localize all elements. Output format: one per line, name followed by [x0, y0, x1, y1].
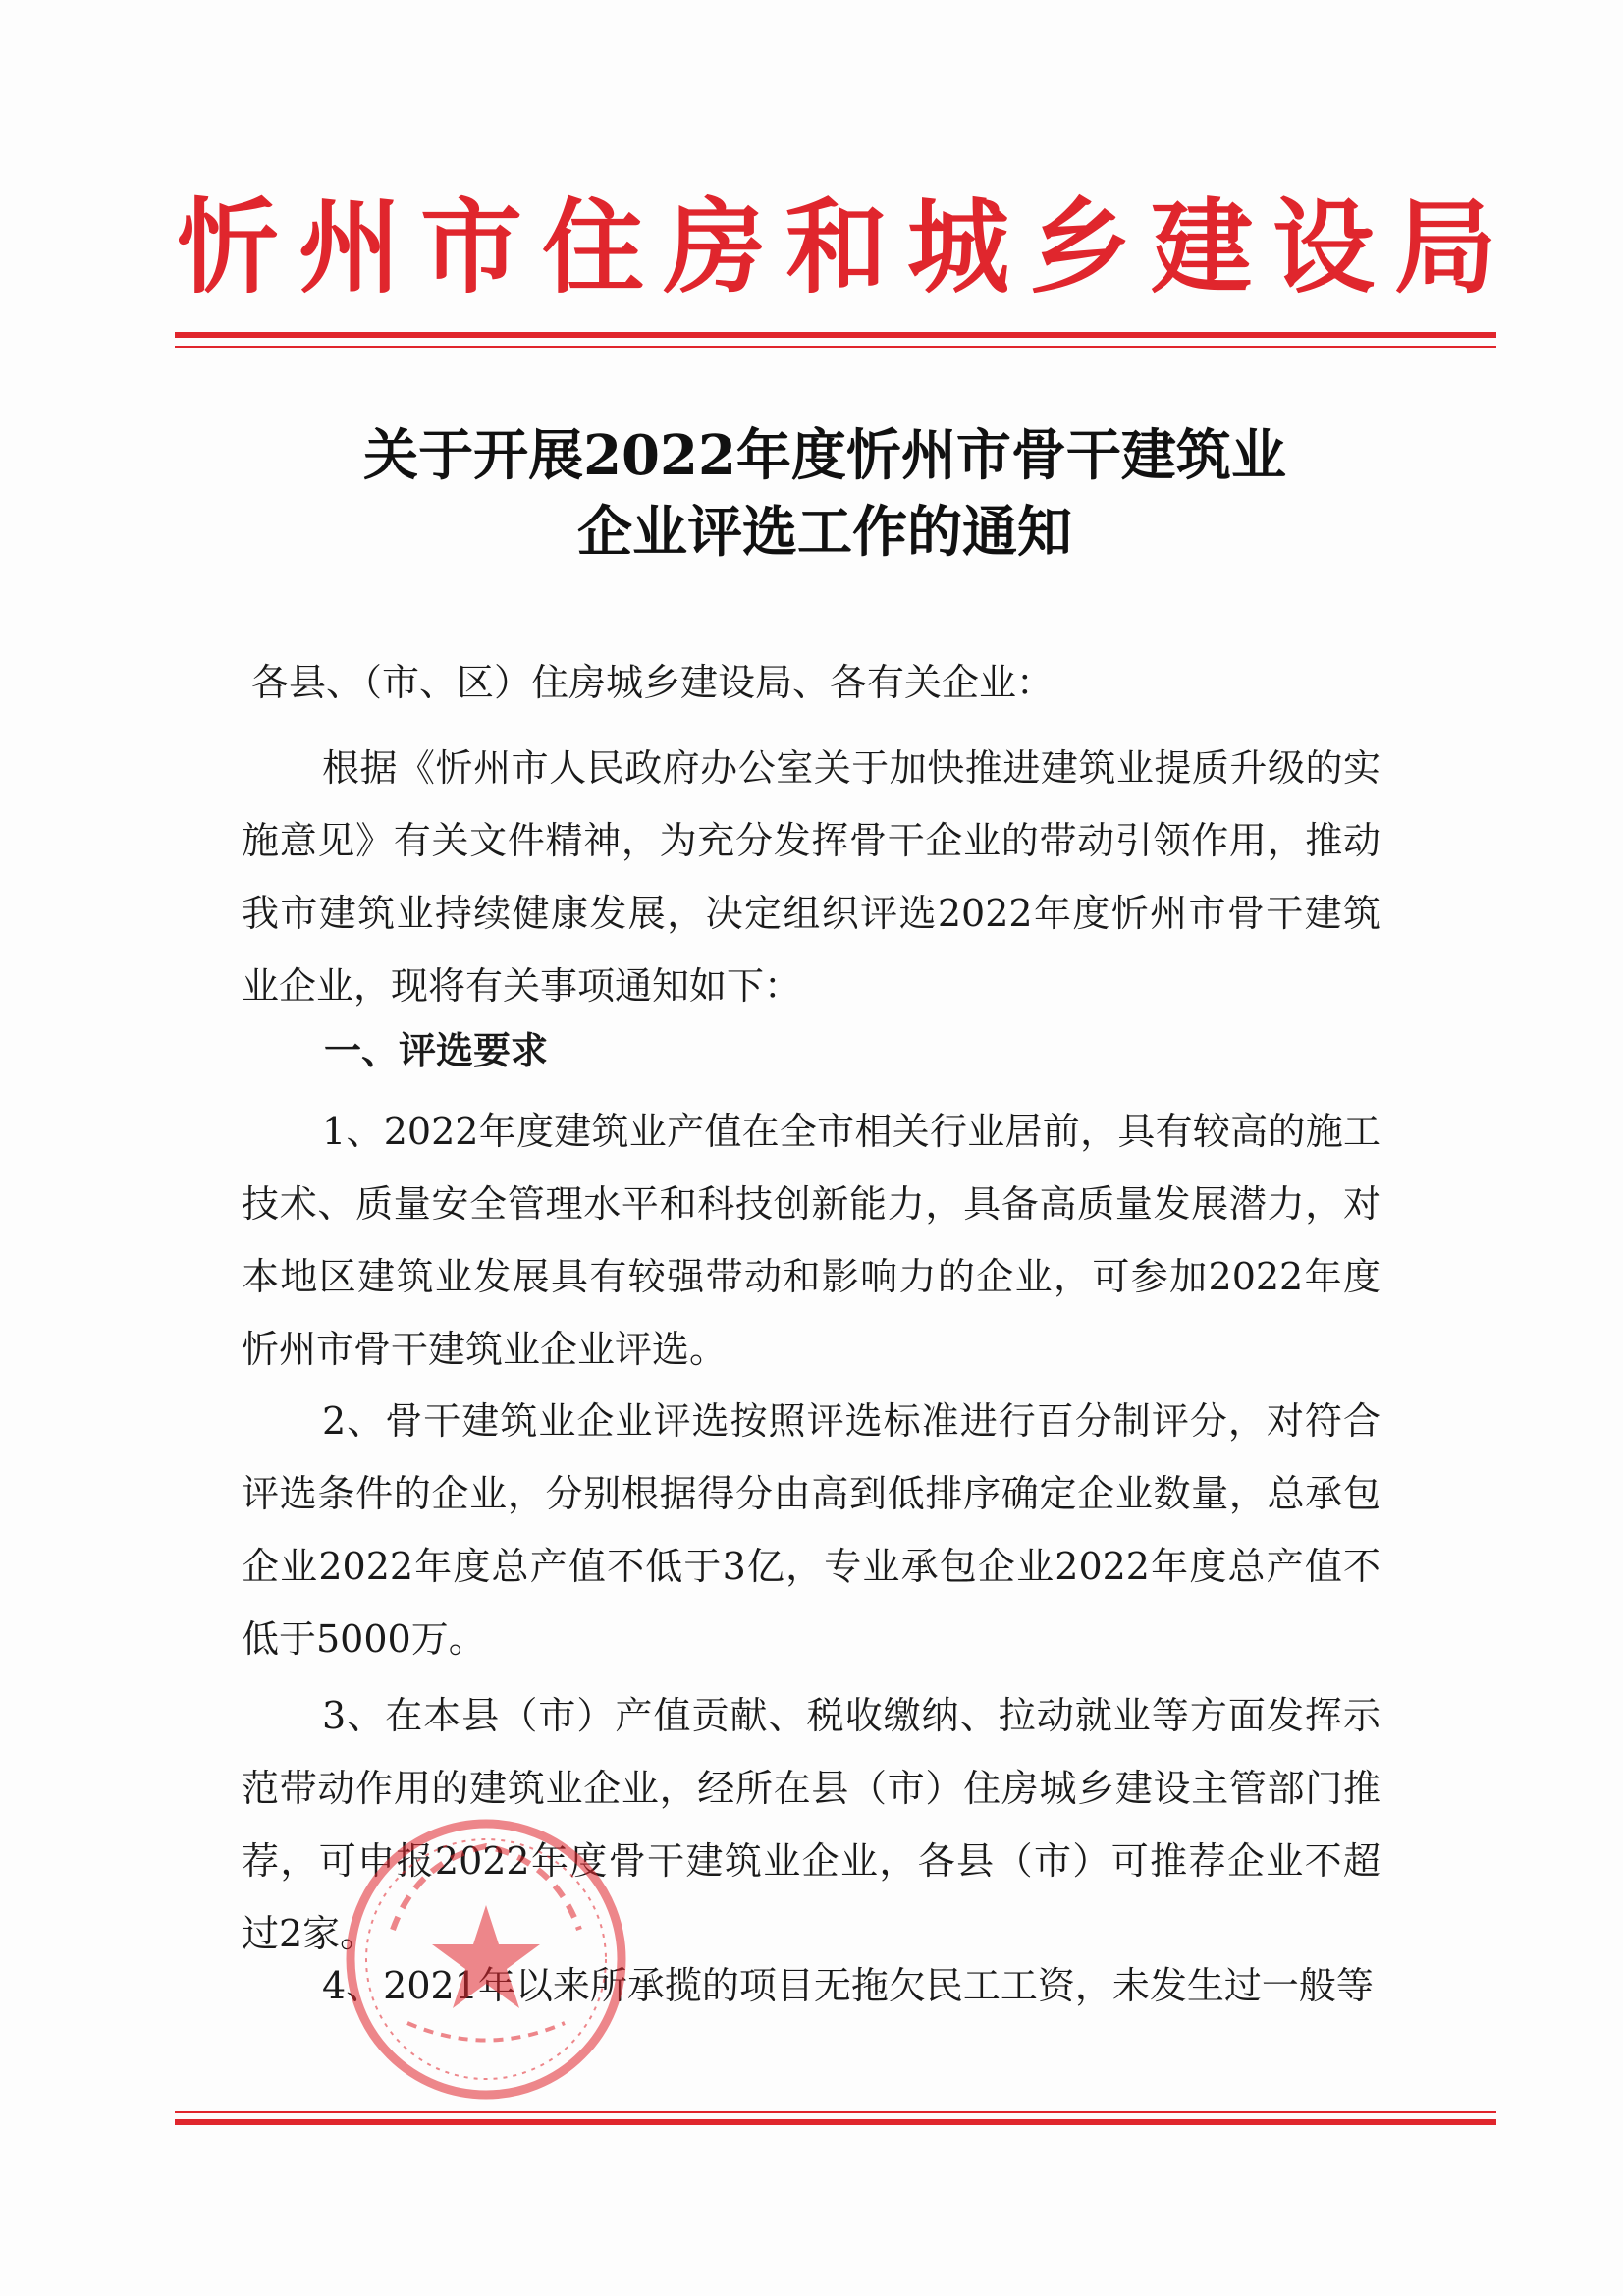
requirement-item-1: 1、2022年度建筑业产值在全市相关行业居前，具有较高的施工技术、质量安全管理水平和科技创新能力，具备高质量发展潜力，对本地区建筑业发展具有较强带动和影响力的企业，可参加2022年度忻州市骨干建筑业企业评选。 [242, 1110, 1380, 1371]
footer-rule-thick [175, 2119, 1496, 2125]
letterhead-rule-thick [175, 332, 1496, 338]
footer-rule-thin [175, 2111, 1496, 2113]
requirement-item-4: 4、2021年以来所承揽的项目无拖欠民工工资，未发生过一般等 [322, 1964, 1374, 2007]
official-seal-stamp [339, 1812, 633, 2106]
document-title-line2: 企业评选工作的通知 [577, 500, 1072, 565]
letterhead-agency-name: 忻州市住房和城乡建设局 [177, 187, 1517, 307]
requirement-item-3: 3、在本县（市）产值贡献、税收缴纳、拉动就业等方面发挥示范带动作用的建筑业企业，经所在县（市）住房城乡建设主管部门推荐，可申报2022年度骨干建筑业企业，各县（市）可推荐企业不超过2家。 [242, 1694, 1380, 1955]
document-title-line1: 关于开展2022年度忻州市骨干建筑业 [363, 423, 1286, 488]
letterhead-rule-thin [175, 346, 1496, 348]
document-title [236, 417, 1414, 571]
requirement-item-2: 2、骨干建筑业企业评选按照评选标准进行百分制评分，对符合评选条件的企业，分别根据得分由高到低排序确定企业数量，总承包企业2022年度总产值不低于3亿，专业承包企业2022年度总产值不低于5000万。 [242, 1399, 1380, 1661]
section-heading: 一、评选要求 [324, 1029, 549, 1072]
salutation: 各县、（市、区）住房城乡建设局、各有关企业： [251, 661, 1055, 704]
intro-paragraph: 根据《忻州市人民政府办公室关于加快推进建筑业提质升级的实施意见》有关文件精神，为充分发挥骨干企业的带动引领作用，推动我市建筑业持续健康发展，决定组织评选2022年度忻州市骨干建筑业企业，现将有关事项通知如下： [242, 746, 1380, 1008]
